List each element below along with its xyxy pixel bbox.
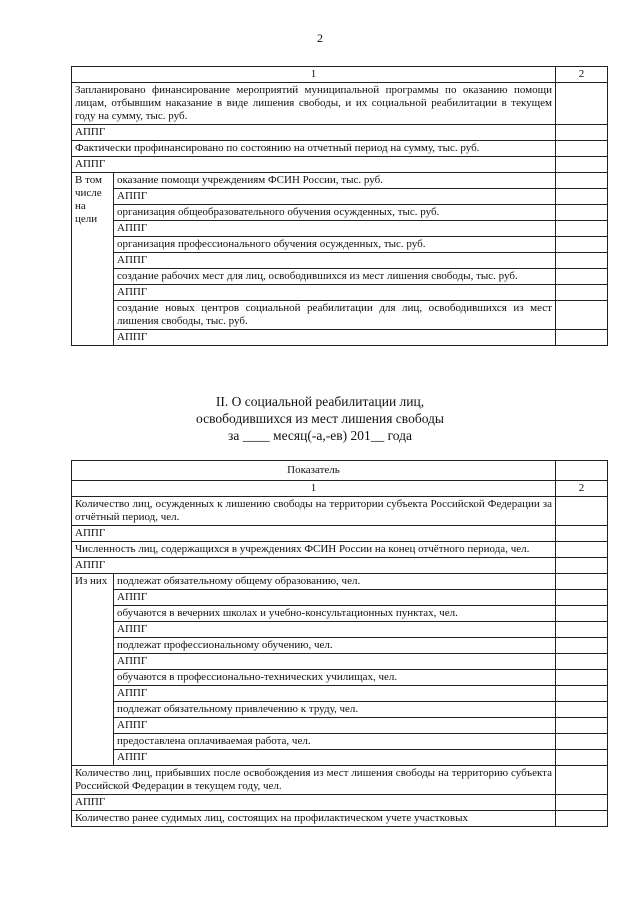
- value-cell[interactable]: [556, 237, 608, 253]
- value-cell[interactable]: [556, 811, 608, 827]
- value-cell[interactable]: [556, 269, 608, 285]
- row-label: Фактически профинансировано по состоянию на отчетный период на сумму, тыс. руб.: [72, 141, 556, 157]
- table-row: [72, 718, 608, 734]
- value-cell[interactable]: [556, 173, 608, 189]
- sub-row-label: АППГ: [114, 654, 556, 670]
- sub-row-label: АППГ: [114, 622, 556, 638]
- table-row: [72, 542, 608, 558]
- value-cell[interactable]: [556, 526, 608, 542]
- value-cell[interactable]: [556, 622, 608, 638]
- value-cell[interactable]: [556, 574, 608, 590]
- value-cell[interactable]: [556, 253, 608, 269]
- row-label: АППГ: [72, 558, 556, 574]
- table-row: [72, 558, 608, 574]
- sub-row-label: обучаются в профессионально-технических училищах, чел.: [114, 670, 556, 686]
- value-cell[interactable]: [556, 157, 608, 173]
- row-label: Запланировано финансирование мероприятий муниципальной программы по оказанию помощи лицам, отбывшим наказание в виде лишения свободы, и их социальной реабилитации в текущем году на сумму, тыс. руб.: [72, 83, 556, 125]
- value-cell[interactable]: [556, 766, 608, 795]
- table-row: [72, 157, 608, 173]
- value-cell[interactable]: [556, 285, 608, 301]
- table-row: [72, 606, 608, 622]
- table-row: [72, 654, 608, 670]
- row-label: Численность лиц, содержащихся в учреждениях ФСИН России на конец отчётного периода, чел.: [72, 542, 556, 558]
- sub-row-label: АППГ: [114, 285, 556, 301]
- table-row: [72, 301, 608, 330]
- table-row: [72, 205, 608, 221]
- row-label: Количество лиц, прибывших после освобождения из мест лишения свободы на территорию субъекта Российской Федерации в текущем году, чел.: [72, 766, 556, 795]
- header-empty: [556, 461, 608, 481]
- table-row: [72, 221, 608, 237]
- value-cell[interactable]: [556, 141, 608, 157]
- table-row: [72, 253, 608, 269]
- row-label: Количество лиц, осужденных к лишению свободы на территории субъекта Российской Федерации за отчётный период, чел.: [72, 497, 556, 526]
- sub-row-label: АППГ: [114, 253, 556, 269]
- table-row: [72, 750, 608, 766]
- table-row: [72, 526, 608, 542]
- value-cell[interactable]: [556, 83, 608, 125]
- value-cell[interactable]: [556, 606, 608, 622]
- sub-row-label: АППГ: [114, 750, 556, 766]
- sub-row-label: подлежат обязательному общему образованию, чел.: [114, 574, 556, 590]
- page-number: 2: [317, 31, 323, 45]
- sub-row-label: подлежат обязательному привлечению к труду, чел.: [114, 702, 556, 718]
- header-indicator: Показатель: [72, 461, 556, 481]
- table-row: [72, 766, 608, 795]
- row-label: АППГ: [72, 157, 556, 173]
- header-col-2: 2: [556, 481, 608, 497]
- sub-row-label: предоставлена оплачиваемая работа, чел.: [114, 734, 556, 750]
- table-row: [72, 670, 608, 686]
- value-cell[interactable]: [556, 795, 608, 811]
- value-cell[interactable]: [556, 590, 608, 606]
- value-cell[interactable]: [556, 638, 608, 654]
- value-cell[interactable]: [556, 686, 608, 702]
- sub-row-label: АППГ: [114, 686, 556, 702]
- section-title: [0, 393, 640, 444]
- table-row: [72, 125, 608, 141]
- table-row: [72, 173, 608, 189]
- table-row: [72, 622, 608, 638]
- table-row: [72, 141, 608, 157]
- sub-row-label: АППГ: [114, 590, 556, 606]
- table-row: [72, 83, 608, 125]
- row-label: Количество ранее судимых лиц, состоящих на профилактическом учете участковых: [72, 811, 556, 827]
- value-cell[interactable]: [556, 558, 608, 574]
- table-header-row: [72, 461, 608, 481]
- header-col-2: 2: [556, 67, 608, 83]
- row-label: АППГ: [72, 125, 556, 141]
- section-title-line-1: II. О социальной реабилитации лиц,: [215, 394, 425, 409]
- table-row: [72, 497, 608, 526]
- value-cell[interactable]: [556, 497, 608, 526]
- table-row: [72, 734, 608, 750]
- financing-table: [71, 66, 608, 346]
- table-row: [72, 702, 608, 718]
- section-title-line-2: освободившихся из мест лишения свободы: [195, 411, 444, 426]
- value-cell[interactable]: [556, 654, 608, 670]
- table-row: [72, 269, 608, 285]
- table-header-row: [72, 481, 608, 497]
- table-row: [72, 590, 608, 606]
- value-cell[interactable]: [556, 330, 608, 346]
- header-col-1: 1: [72, 67, 556, 83]
- value-cell[interactable]: [556, 301, 608, 330]
- row-label: АППГ: [72, 526, 556, 542]
- table-row: [72, 330, 608, 346]
- sub-row-label: организация профессионального обучения осужденных, тыс. руб.: [114, 237, 556, 253]
- sub-row-label: организация общеобразовательного обучения осужденных, тыс. руб.: [114, 205, 556, 221]
- row-label: АППГ: [72, 795, 556, 811]
- rehabilitation-table: [71, 460, 608, 827]
- value-cell[interactable]: [556, 718, 608, 734]
- table-row: [72, 285, 608, 301]
- group-label: В том числе на цели: [72, 173, 114, 346]
- value-cell[interactable]: [556, 750, 608, 766]
- header-col-1: 1: [72, 481, 556, 497]
- table-header-row: [72, 67, 608, 83]
- value-cell[interactable]: [556, 670, 608, 686]
- value-cell[interactable]: [556, 221, 608, 237]
- table-row: [72, 686, 608, 702]
- group-label: Из них: [72, 574, 114, 766]
- section-title-line-3: за ____ месяц(-а,-ев) 201__ года: [227, 428, 412, 443]
- value-cell[interactable]: [556, 542, 608, 558]
- table-row: [72, 638, 608, 654]
- value-cell[interactable]: [556, 205, 608, 221]
- table-row: [72, 237, 608, 253]
- table-row: [72, 795, 608, 811]
- sub-row-label: создание рабочих мест для лиц, освободившихся из мест лишения свободы, тыс. руб.: [114, 269, 556, 285]
- sub-row-label: обучаются в вечерних школах и учебно-консультационных пунктах, чел.: [114, 606, 556, 622]
- sub-row-label: создание новых центров социальной реабилитации для лиц, освободившихся из мест лишения свободы, тыс. руб.: [114, 301, 556, 330]
- value-cell[interactable]: [556, 734, 608, 750]
- sub-row-label: АППГ: [114, 189, 556, 205]
- sub-row-label: АППГ: [114, 718, 556, 734]
- sub-row-label: оказание помощи учреждениям ФСИН России, тыс. руб.: [114, 173, 556, 189]
- sub-row-label: АППГ: [114, 221, 556, 237]
- sub-row-label: АППГ: [114, 330, 556, 346]
- table-row: [72, 574, 608, 590]
- sub-row-label: подлежат профессиональному обучению, чел.: [114, 638, 556, 654]
- value-cell[interactable]: [556, 125, 608, 141]
- value-cell[interactable]: [556, 189, 608, 205]
- table-row: [72, 189, 608, 205]
- table-row: [72, 811, 608, 827]
- value-cell[interactable]: [556, 702, 608, 718]
